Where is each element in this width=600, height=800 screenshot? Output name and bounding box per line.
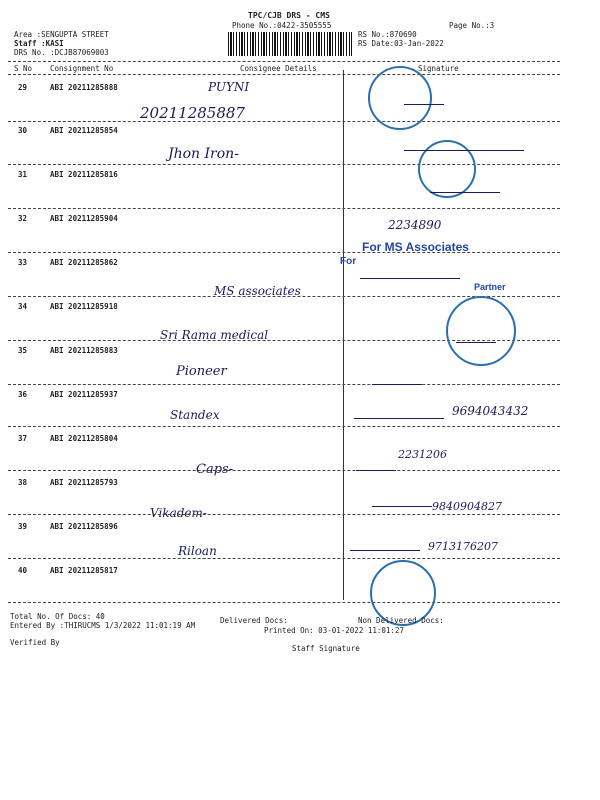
col-sno: S No (14, 64, 33, 73)
header-divider-bottom (8, 74, 560, 75)
row-39-sno: 39 (18, 522, 28, 531)
stamp-partner-text: Partner (474, 282, 506, 292)
row-29-note: 20211285887 (140, 104, 245, 122)
row-34-consignment: ABI 20211285918 (50, 302, 118, 311)
row-31-consignment: ABI 20211285816 (50, 170, 118, 179)
entered-by: Entered By :THIRUCMS 1/3/2022 11:01:19 AM (10, 621, 196, 630)
row-33-consignee: MS associates (214, 284, 301, 298)
row-divider (8, 384, 560, 385)
row-divider (8, 514, 560, 515)
printed-on: Printed On: 03-01-2022 11:01:27 (264, 626, 404, 635)
row-29-consignee: PUYNI (208, 80, 250, 94)
row-30-consignee: Jhon Iron- (168, 146, 239, 162)
sheet-title: TPC/CJB DRS - CMS (248, 11, 330, 20)
row-32-consignment: ABI 20211285904 (50, 214, 118, 223)
signature (354, 418, 444, 419)
row-38-phone: 9840904827 (432, 500, 502, 513)
row-39-consignee: Riloan (178, 544, 217, 558)
drs-number: DRS No. :DCJB87069003 (14, 48, 109, 57)
signature (372, 506, 432, 507)
row-divider (8, 558, 560, 559)
row-36-sno: 36 (18, 390, 28, 399)
row-divider (8, 164, 560, 165)
row-36-consignment: ABI 20211285937 (50, 390, 118, 399)
company-seal (368, 66, 432, 130)
row-34-consignee: Sri Rama medical (160, 328, 269, 342)
row-30-consignment: ABI 20211285854 (50, 126, 118, 135)
row-divider (8, 121, 560, 122)
signature (456, 342, 496, 343)
row-divider (8, 470, 560, 471)
rs-number: RS No.:870690 (358, 30, 417, 39)
stamp-for-text: For (340, 256, 357, 267)
row-38-sno: 38 (18, 478, 28, 487)
row-32-phone: 2234890 (388, 218, 442, 232)
row-35-consignee: Pioneer (176, 364, 227, 379)
col-consignment: Consignment No (50, 64, 114, 73)
row-divider (8, 602, 560, 603)
company-seal (446, 296, 516, 366)
row-29-consignment: ABI 20211285888 (50, 83, 118, 92)
row-divider (8, 252, 560, 253)
area-label: Area :SENGUPTA STREET (14, 30, 109, 39)
col-signature: Signature (418, 64, 459, 73)
row-30-sno: 30 (18, 126, 28, 135)
row-40-consignment: ABI 20211285817 (50, 566, 118, 575)
row-37-consignee: Caps- (196, 462, 234, 477)
row-38-consignment: ABI 20211285793 (50, 478, 118, 487)
row-37-sno: 37 (18, 434, 28, 443)
verified-by: Verified By (10, 638, 60, 647)
delivered-docs: Delivered Docs: (220, 616, 288, 625)
barcode (228, 32, 352, 56)
company-seal (418, 140, 476, 198)
signature (356, 470, 396, 471)
row-37-phone: 2231206 (398, 448, 447, 461)
row-29-sno: 29 (18, 83, 28, 92)
ms-associates-stamp: For MS Associates (362, 240, 469, 254)
row-40-sno: 40 (18, 566, 28, 575)
row-39-phone: 9713176207 (428, 540, 498, 553)
row-34-sno: 34 (18, 302, 28, 311)
row-divider (8, 426, 560, 427)
signature (372, 384, 422, 385)
col-consignee: Consignee Details (240, 64, 317, 73)
row-39-consignment: ABI 20211285896 (50, 522, 118, 531)
row-36-consignee: Standex (170, 408, 220, 422)
row-35-consignment: ABI 20211285883 (50, 346, 118, 355)
row-32-sno: 32 (18, 214, 28, 223)
staff-label: Staff :KASI (14, 39, 64, 48)
signature (430, 192, 500, 193)
row-33-consignment: ABI 20211285862 (50, 258, 118, 267)
row-36-phone: 9694043432 (452, 404, 529, 418)
signature (350, 550, 420, 551)
signature (360, 278, 460, 279)
column-divider (343, 70, 344, 600)
signature (404, 150, 524, 151)
staff-signature: Staff Signature (292, 644, 360, 653)
row-37-consignment: ABI 20211285804 (50, 434, 118, 443)
page-number: Page No.:3 (449, 21, 495, 30)
total-docs: Total No. Of Docs: 40 (10, 612, 105, 621)
row-divider (8, 208, 560, 209)
row-38-consignee: Vikadem- (150, 506, 207, 520)
row-35-sno: 35 (18, 346, 28, 355)
rs-date: RS Date:03-Jan-2022 (358, 39, 444, 48)
phone-number: Phone No.:0422-3505555 (232, 21, 332, 30)
non-delivered-docs: Non Delivered Docs: (358, 616, 444, 625)
header-divider-top (8, 61, 560, 62)
row-33-sno: 33 (18, 258, 28, 267)
row-31-sno: 31 (18, 170, 28, 179)
signature (404, 104, 444, 105)
